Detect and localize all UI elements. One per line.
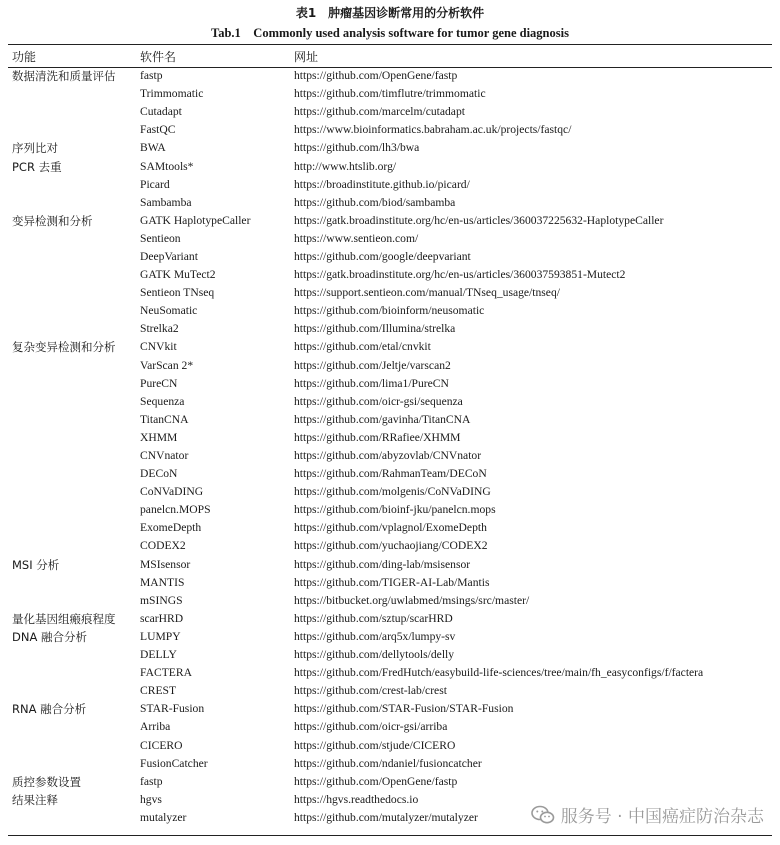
function-cell [8, 447, 136, 465]
function-cell: 序列比对 [12, 141, 58, 156]
url-cell[interactable]: https://github.com/biod/sambamba [294, 195, 456, 209]
table-row [8, 447, 772, 465]
url-cell[interactable]: https://github.com/RRafiee/XHMM [294, 430, 461, 444]
function-cell [8, 302, 136, 320]
url-cell[interactable]: https://github.com/Illumina/strelka [294, 322, 456, 336]
software-cell: FusionCatcher [140, 756, 208, 770]
table-row [8, 592, 772, 610]
url-cell[interactable]: https://broadinstitute.github.io/picard/ [294, 177, 470, 191]
table-row [8, 501, 772, 519]
table-row [8, 230, 772, 248]
software-cell: CNVkit [140, 340, 177, 354]
software-cell: mutalyzer [140, 810, 187, 824]
software-cell: Cutadapt [140, 105, 182, 119]
software-cell: DECoN [140, 467, 178, 481]
url-cell[interactable]: https://github.com/lima1/PureCN [294, 376, 449, 390]
table-row [8, 429, 772, 447]
table-row [8, 755, 772, 773]
table-row [8, 682, 772, 700]
table-row [8, 67, 772, 85]
function-cell: 变异检测和分析 [12, 213, 93, 228]
url-cell[interactable]: https://github.com/FredHutch/easybuild-life-sciences/tree/main/fh_easyconfigs/f/factera [294, 666, 704, 680]
software-cell: DeepVariant [140, 249, 198, 263]
url-cell[interactable]: https://github.com/crest-lab/crest [294, 684, 447, 698]
function-cell [8, 411, 136, 429]
url-cell[interactable]: https://github.com/sztup/scarHRD [294, 611, 453, 625]
table-row [8, 194, 772, 212]
url-cell[interactable]: https://github.com/ndaniel/fusioncatcher [294, 756, 482, 770]
url-cell[interactable]: https://github.com/timflutre/trimmomatic [294, 87, 486, 101]
software-cell: Picard [140, 177, 170, 191]
software-cell: XHMM [140, 430, 178, 444]
software-table [8, 45, 772, 827]
table-row [8, 773, 772, 791]
header-url: 网址 [294, 49, 319, 64]
url-cell[interactable]: https://github.com/mutalyzer/mutalyzer [294, 810, 478, 824]
url-cell[interactable]: https://github.com/Jeltje/varscan2 [294, 358, 451, 372]
table-row [8, 628, 772, 646]
table-row [8, 736, 772, 754]
software-cell: ExomeDepth [140, 521, 202, 535]
url-cell[interactable]: https://support.sentieon.com/manual/TNseq_usage/tnseq/ [294, 286, 560, 300]
url-cell[interactable]: https://github.com/TIGER-AI-Lab/Mantis [294, 575, 490, 589]
function-cell [8, 755, 136, 773]
table-row [8, 85, 772, 103]
table-row [8, 320, 772, 338]
function-cell [8, 664, 136, 682]
url-cell[interactable]: https://github.com/bioinf-jku/panelcn.mops [294, 503, 496, 517]
url-cell[interactable]: https://github.com/OpenGene/fastp [294, 69, 458, 83]
function-cell [8, 266, 136, 284]
software-cell: CNVnator [140, 449, 189, 463]
software-cell: MANTIS [140, 575, 185, 589]
function-cell [8, 519, 136, 537]
wechat-icon [531, 805, 555, 825]
function-cell: 结果注释 [12, 792, 58, 807]
watermark-text: 服务号 · 中国癌症防治杂志 [560, 807, 764, 827]
url-cell[interactable]: https://github.com/arq5x/lumpy-sv [294, 629, 456, 643]
url-cell[interactable]: https://www.bioinformatics.babraham.ac.uk/projects/fastqc/ [294, 123, 572, 137]
table-row [8, 212, 772, 230]
table-row [8, 176, 772, 194]
table-row [8, 139, 772, 157]
table-row [8, 284, 772, 302]
function-cell [8, 537, 136, 555]
software-cell: Sequenza [140, 394, 185, 408]
url-cell[interactable]: https://github.com/gavinha/TitanCNA [294, 412, 471, 426]
function-cell [8, 320, 136, 338]
url-cell[interactable]: https://github.com/stjude/CICERO [294, 738, 456, 752]
url-cell[interactable]: https://github.com/lh3/bwa [294, 141, 420, 155]
table-caption [0, 4, 780, 42]
url-cell[interactable]: https://github.com/etal/cnvkit [294, 340, 431, 354]
url-cell[interactable]: https://github.com/OpenGene/fastp [294, 774, 458, 788]
url-cell[interactable]: https://github.com/ding-lab/msisensor [294, 557, 471, 571]
function-cell [8, 809, 136, 827]
function-cell: 量化基因组瘢痕程度 [12, 611, 116, 626]
function-cell [8, 248, 136, 266]
table-row [8, 121, 772, 139]
function-cell: 复杂变异检测和分析 [12, 340, 116, 355]
software-cell: Sentieon TNseq [140, 286, 215, 300]
table-row [8, 700, 772, 718]
caption-english: Tab.1 Commonly used analysis software for tumor gene diagnosis [211, 26, 569, 40]
software-cell: MSIsensor [140, 557, 191, 571]
function-cell [8, 103, 136, 121]
table-row [8, 157, 772, 175]
function-cell [8, 194, 136, 212]
watermark [531, 802, 764, 827]
url-cell[interactable]: https://github.com/dellytools/delly [294, 648, 455, 662]
table-row [8, 248, 772, 266]
function-cell [8, 85, 136, 103]
software-cell: PureCN [140, 376, 178, 390]
function-cell [8, 501, 136, 519]
software-cell: CoNVaDING [140, 485, 204, 499]
url-cell[interactable]: https://bitbucket.org/uwlabmed/msings/src/master/ [294, 593, 530, 607]
software-cell: panelcn.MOPS [140, 503, 211, 517]
url-cell[interactable]: https://github.com/yuchaojiang/CODEX2 [294, 539, 488, 553]
software-cell: SAMtools* [140, 159, 194, 173]
function-cell [8, 574, 136, 592]
function-cell: PCR 去重 [12, 159, 62, 174]
url-cell[interactable]: https://github.com/vplagnol/ExomeDepth [294, 521, 487, 535]
url-cell[interactable]: https://github.com/STAR-Fusion/STAR-Fusion [294, 702, 514, 716]
table-row [8, 393, 772, 411]
url-cell[interactable]: https://github.com/oicr-gsi/arriba [294, 720, 448, 734]
table-body [8, 67, 772, 827]
software-cell: STAR-Fusion [140, 702, 205, 716]
function-cell [8, 465, 136, 483]
function-cell [8, 121, 136, 139]
header-function: 功能 [12, 49, 37, 64]
function-cell [8, 682, 136, 700]
function-cell [8, 646, 136, 664]
url-cell[interactable]: https://github.com/RahmanTeam/DECoN [294, 467, 487, 481]
software-cell: hgvs [140, 792, 162, 806]
table-row [8, 610, 772, 628]
software-cell: LUMPY [140, 629, 181, 643]
function-cell: 数据清洗和质量评估 [12, 69, 116, 84]
software-cell: Sentieon [140, 231, 181, 245]
software-cell: scarHRD [140, 611, 184, 625]
function-cell [8, 230, 136, 248]
function-cell [8, 375, 136, 393]
software-cell: CICERO [140, 738, 183, 752]
url-cell[interactable]: https://gatk.broadinstitute.org/hc/en-us/articles/360037593851-Mutect2 [294, 268, 626, 282]
table-row [8, 519, 772, 537]
table-row [8, 411, 772, 429]
software-cell: Trimmomatic [140, 87, 204, 101]
function-cell [8, 736, 136, 754]
table-row [8, 103, 772, 121]
software-cell: mSINGS [140, 593, 183, 607]
software-cell: Sambamba [140, 195, 192, 209]
function-cell [8, 357, 136, 375]
function-cell [8, 483, 136, 501]
software-cell: TitanCNA [140, 412, 189, 426]
function-cell [8, 393, 136, 411]
software-cell: DELLY [140, 648, 177, 662]
url-cell[interactable]: https://github.com/marcelm/cutadapt [294, 105, 465, 119]
function-cell [8, 176, 136, 194]
url-cell[interactable]: https://hgvs.readthedocs.io [294, 792, 419, 806]
function-cell [8, 592, 136, 610]
table-row [8, 556, 772, 574]
software-cell: GATK HaplotypeCaller [140, 213, 251, 227]
software-cell: BWA [140, 141, 166, 155]
function-cell: 质控参数设置 [12, 774, 81, 789]
table-row [8, 537, 772, 555]
function-cell: MSI 分析 [12, 557, 60, 572]
software-cell: CODEX2 [140, 539, 186, 553]
url-cell[interactable]: http://www.htslib.org/ [294, 159, 397, 173]
software-cell: NeuSomatic [140, 304, 198, 318]
table-row [8, 718, 772, 736]
software-cell: FastQC [140, 123, 176, 137]
url-cell[interactable]: https://github.com/google/deepvariant [294, 249, 471, 263]
url-cell[interactable]: https://github.com/abyzovlab/CNVnator [294, 449, 482, 463]
url-cell[interactable]: https://github.com/oicr-gsi/sequenza [294, 394, 463, 408]
url-cell[interactable]: https://www.sentieon.com/ [294, 231, 419, 245]
table-row [8, 664, 772, 682]
table-row [8, 574, 772, 592]
url-cell[interactable]: https://github.com/bioinform/neusomatic [294, 304, 485, 318]
table-row [8, 338, 772, 356]
header-software: 软件名 [140, 49, 177, 64]
software-cell: Arriba [140, 720, 171, 734]
table-row [8, 302, 772, 320]
software-cell: FACTERA [140, 666, 192, 680]
function-cell [8, 429, 136, 447]
url-cell[interactable]: https://github.com/molgenis/CoNVaDING [294, 485, 491, 499]
table-row [8, 465, 772, 483]
function-cell: RNA 融合分析 [12, 702, 87, 717]
software-cell: fastp [140, 774, 163, 788]
software-cell: Strelka2 [140, 322, 179, 336]
software-cell: CREST [140, 684, 177, 698]
table-row [8, 483, 772, 501]
header-row [8, 45, 772, 67]
table-row [8, 266, 772, 284]
function-cell [8, 718, 136, 736]
table-row [8, 646, 772, 664]
function-cell: DNA 融合分析 [12, 629, 87, 644]
bottom-rule [8, 835, 772, 836]
table-row [8, 375, 772, 393]
software-cell: VarScan 2* [140, 358, 194, 372]
software-cell: fastp [140, 69, 163, 83]
url-cell[interactable]: https://gatk.broadinstitute.org/hc/en-us/articles/360037225632-HaplotypeCaller [294, 213, 664, 227]
function-cell [8, 284, 136, 302]
table-row [8, 357, 772, 375]
caption-chinese: 表1 肿瘤基因诊断常用的分析软件 [295, 6, 485, 20]
software-cell: GATK MuTect2 [140, 268, 216, 282]
